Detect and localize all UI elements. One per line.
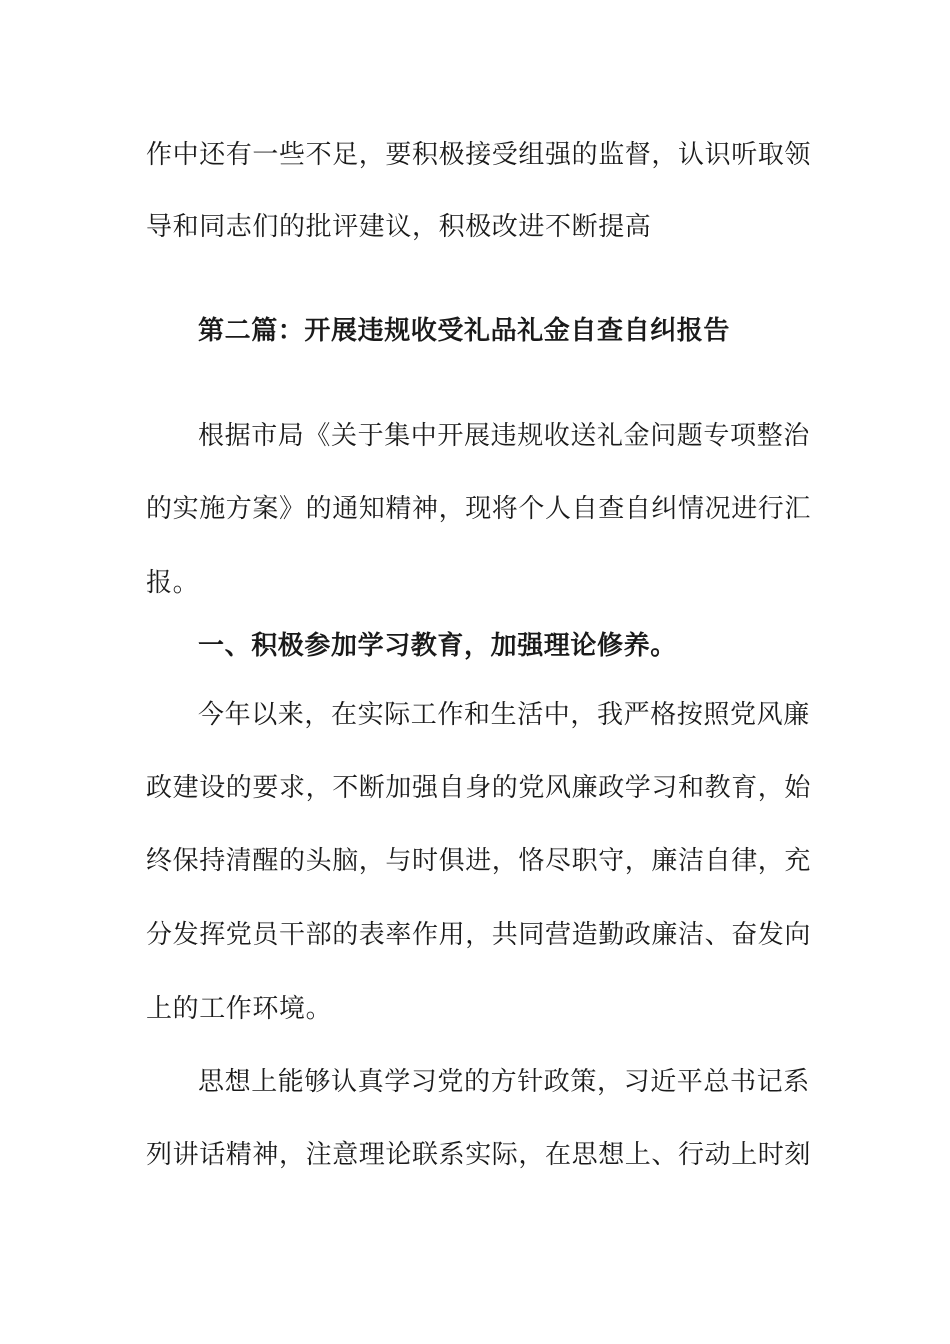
body-text-line: 今年以来，在实际工作和生活中，我严格按照党风廉	[198, 700, 810, 730]
body-text-line: 政建设的要求，不断加强自身的党风廉政学习和教育，始	[146, 773, 812, 803]
body-text-line: 上的工作环境。	[146, 994, 333, 1024]
body-text-line: 作中还有一些不足，要积极接受组强的监督，认识听取领	[146, 140, 812, 170]
body-text-line: 导和同志们的批评建议，积极改进不断提高	[146, 212, 652, 242]
body-text-line: 列讲话精神，注意理论联系实际，在思想上、行动上时刻	[146, 1140, 812, 1170]
body-text-line: 根据市局《关于集中开展违规收送礼金问题专项整治	[198, 421, 810, 451]
body-text-line: 思想上能够认真学习党的方针政策，习近平总书记系	[198, 1067, 810, 1097]
section-title: 第二篇：开展违规收受礼品礼金自查自纠报告	[198, 316, 731, 346]
body-text-line: 分发挥党员干部的表率作用，共同营造勤政廉洁、奋发向	[146, 920, 812, 950]
subheading: 一、积极参加学习教育，加强理论修养。	[198, 631, 677, 661]
body-text-line: 的实施方案》的通知精神，现将个人自查自纠情况进行汇	[146, 494, 812, 524]
body-text-line: 终保持清醒的头脑，与时俱进，恪尽职守，廉洁自律，充	[146, 846, 812, 876]
body-text-line: 报。	[146, 568, 200, 598]
